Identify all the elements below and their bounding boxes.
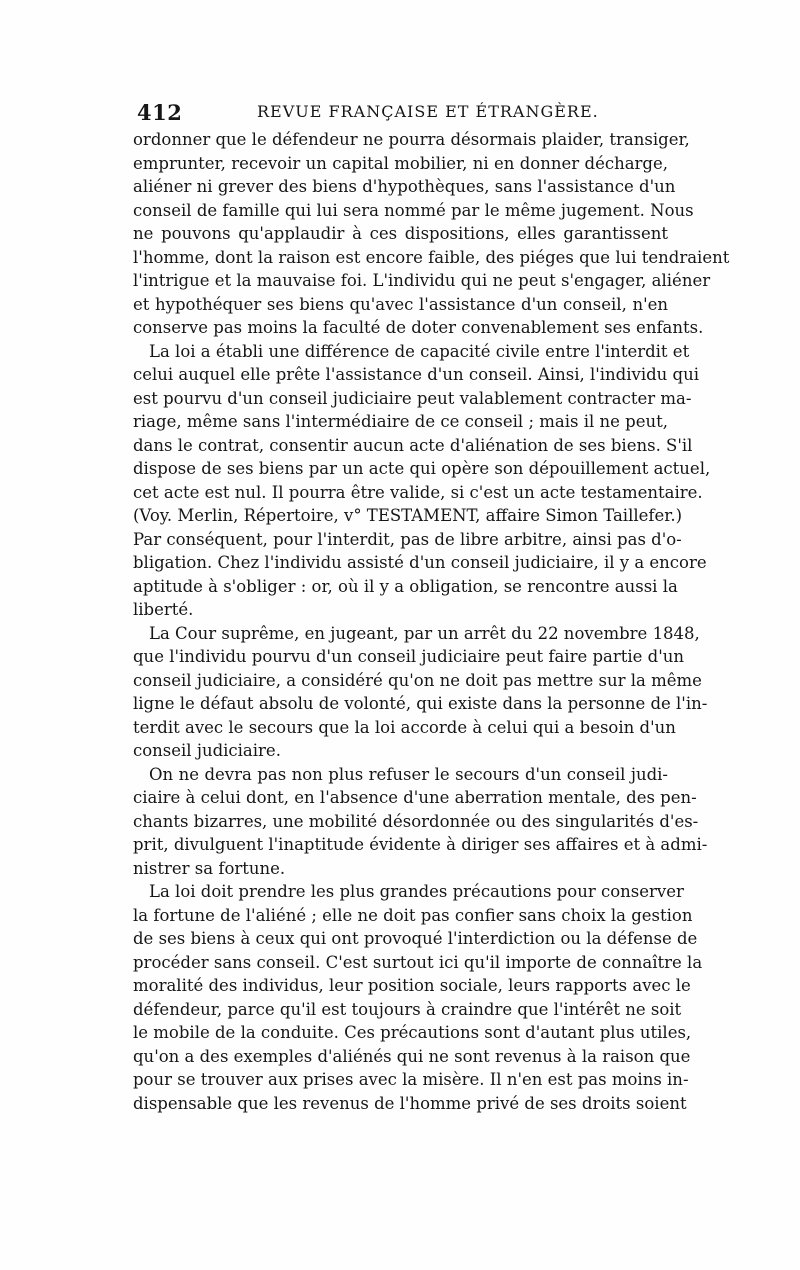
text-line: moralité des individus, leur position sociale, leurs rapports avec le [133,976,691,995]
text-line: défendeur, parce qu'il est toujours à craindre que l'intérêt ne soit [133,999,682,1019]
text-line: conseil judiciaire. [133,741,281,760]
text-line: aliéner ni grever des biens d'hypothèques, sans l'assistance d'un [133,177,676,196]
text-line: est pourvu d'un conseil judiciaire peut valablement contracter ma- [133,388,692,408]
text-line: La loi doit prendre les plus grandes précautions pour conserver [149,882,684,901]
text-line: et hypothéquer ses biens qu'avec l'assistance d'un conseil, n'en [133,294,668,314]
text-line: ordonner que le défendeur ne pourra désormais plaider, transiger, [133,130,690,149]
text-line: bligation. Chez l'individu assisté d'un conseil judiciaire, il y a encore [133,553,707,572]
page-number: 412 [137,100,183,125]
text-line: nistrer sa fortune. [133,858,286,878]
text-line: dispensable que les revenus de l'homme privé de ses droits soient [133,1093,687,1113]
text-line: Par conséquent, pour l'interdit, pas de libre arbitre, ainsi pas d'o- [133,529,682,549]
running-title: REVUE FRANÇAISE ET ÉTRANGÈRE. [257,102,599,121]
text-line: conseil judiciaire, a considéré qu'on ne doit pas mettre sur la même [133,670,702,690]
text-line: de ses biens à ceux qui ont provoqué l'interdiction ou la défense de [133,929,698,948]
text-line: (Voy. Merlin, Répertoire, v° TESTAMENT, affaire Simon Taillefer.) [133,506,683,525]
text-line: ciaire à celui dont, en l'absence d'une aberration mentale, des pen- [133,788,697,807]
text-line: liberté. [133,600,194,619]
page-header [137,100,672,128]
text-line: ligne le défaut absolu de volonté, qui existe dans la personne de l'in- [133,694,708,713]
text-line: emprunter, recevoir un capital mobilier, ni en donner décharge, [133,153,668,173]
text-line: procéder sans conseil. C'est surtout ici qu'il importe de connaître la [133,952,703,972]
text-line: prit, divulguent l'inaptitude évidente à diriger ses affaires et à admi- [133,835,708,854]
text-line: La loi a établi une différence de capacité civile entre l'interdit et [149,341,690,361]
text-line: pour se trouver aux prises avec la misère. Il n'en est pas moins in- [133,1070,689,1089]
body-text [133,128,730,1115]
text-line: conserve pas moins la faculté de doter convenablement ses enfants. [133,318,704,337]
text-line: la fortune de l'aliéné ; elle ne doit pas confier sans choix la gestion [133,905,693,925]
text-line: chants bizarres, une mobilité désordonnée ou des singularités d'es- [133,811,699,831]
text-line: dispose de ses biens par un acte qui opère son dépouillement actuel, [133,459,711,478]
text-line: dans le contrat, consentir aucun acte d'aliénation de ses biens. S'il [133,435,693,455]
text-line: qu'on a des exemples d'aliénés qui ne sont revenus à la raison que [133,1046,691,1066]
text-line: aptitude à s'obliger : or, où il y a obligation, se rencontre aussi la [133,576,678,596]
text-line: que l'individu pourvu d'un conseil judiciaire peut faire partie d'un [133,647,685,666]
text-line: l'homme, dont la raison est encore faible, des piéges que lui tendraient [133,247,730,267]
text-line: riage, même sans l'intermédiaire de ce conseil ; mais il ne peut, [133,412,668,431]
text-line: celui auquel elle prête l'assistance d'un conseil. Ainsi, l'individu qui [133,365,700,384]
text-line: La Cour suprême, en jugeant, par un arrêt du 22 novembre 1848, [149,623,700,643]
text-line: ne pouvons qu'applaudir à ces dispositions, elles garantissent [133,224,668,243]
text-line: conseil de famille qui lui sera nommé par le même jugement. Nous [133,200,694,220]
text-line: On ne devra pas non plus refuser le secours d'un conseil judi- [149,764,668,784]
text-line: cet acte est nul. Il pourra être valide, si c'est un acte testamentaire. [133,482,703,502]
text-line: l'intrigue et la mauvaise foi. L'individu qui ne peut s'engager, aliéner [133,271,711,290]
text-line: le mobile de la conduite. Ces précautions sont d'autant plus utiles, [133,1023,692,1042]
text-line: terdit avec le secours que la loi accorde à celui qui a besoin d'un [133,717,676,737]
